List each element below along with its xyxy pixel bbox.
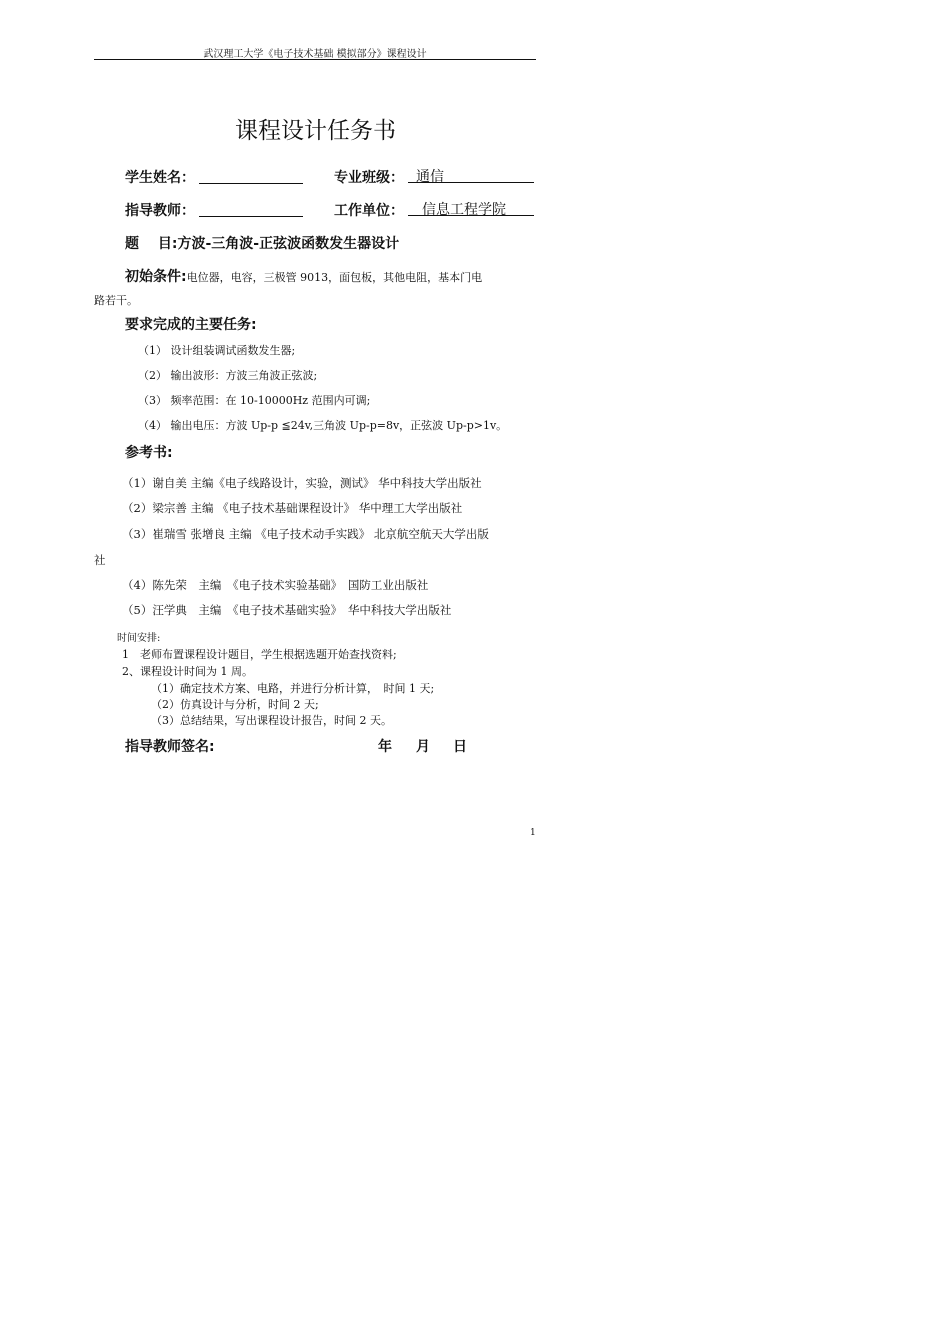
running-header: 武汉理工大学《电子技术基础 模拟部分》课程设计 (203, 49, 427, 60)
page-number: 1 (530, 828, 536, 838)
schedule-item: （3）总结结果，写出课程设计报告，时间 2 天。 (151, 714, 392, 727)
reference-item: （1）谢自美 主编《电子线路设计，实验，测试》 华中科技大学出版社 (122, 476, 482, 490)
task-item: （4） 输出电压：方波 Up-p ≦24v,三角波 Up-p=8v，正弦波 Up-p>1v。 (138, 419, 508, 432)
signature-day: 日 (453, 739, 467, 755)
tasks-heading: 要求完成的主要任务: (125, 317, 257, 333)
initial-conditions-label: 初始条件: (125, 269, 187, 285)
schedule-heading: 时间安排: (117, 633, 161, 644)
topic-value: 方波-三角波-正弦波函数发生器设计 (177, 236, 400, 252)
initial-conditions-continued: 路若干。 (94, 294, 138, 307)
references-heading: 参考书: (125, 445, 173, 461)
schedule-item: （1）确定技术方案、电路，并进行分析计算， 时间 1 天; (151, 682, 435, 695)
page-title: 课程设计任务书 (235, 118, 396, 144)
advisor-label: 指导教师： (125, 203, 195, 219)
initial-conditions-text: 电位器，电容，三极管 9013，面包板，其他电阻，基本门电 (186, 271, 483, 284)
student-name-label: 学生姓名： (125, 170, 195, 186)
signature-label: 指导教师签名: (125, 739, 215, 755)
reference-item: （2）梁宗善 主编 《电子技术基础课程设计》 华中理工大学出版社 (122, 501, 463, 515)
task-item: （1） 设计组装调试函数发生器; (138, 344, 296, 357)
work-unit-label: 工作单位： (334, 203, 404, 219)
schedule-item: 2、课程设计时间为 1 周。 (122, 665, 253, 678)
schedule-item: （2）仿真设计与分析，时间 2 天; (151, 698, 319, 711)
work-unit-field: 信息工程学院 (408, 199, 534, 216)
topic-line (125, 233, 399, 253)
signature-month: 月 (416, 739, 430, 755)
advisor-field (199, 199, 303, 217)
task-item: （2） 输出波形：方波三角波正弦波; (138, 369, 318, 382)
major-class-label: 专业班级： (334, 170, 404, 186)
initial-conditions (125, 266, 482, 286)
major-class-field: 通信 (408, 166, 534, 183)
reference-item-continued: 社 (94, 553, 106, 567)
topic-label: 题 目: (125, 236, 178, 252)
header-rule (94, 59, 536, 60)
reference-item: （3）崔瑞雪 张增良 主编 《电子技术动手实践》 北京航空航天大学出版 (122, 527, 489, 541)
reference-item: （4）陈先荣 主编 《电子技术实验基础》 国防工业出版社 (122, 578, 429, 592)
reference-item: （5）汪学典 主编 《电子技术基础实验》 华中科技大学出版社 (122, 603, 452, 617)
signature-year: 年 (378, 739, 392, 755)
schedule-item: 1 老师布置课程设计题目，学生根据选题开始查找资料; (122, 648, 397, 661)
student-name-field (199, 166, 303, 184)
task-item: （3） 频率范围：在 10-10000Hz 范围内可调; (138, 394, 371, 407)
